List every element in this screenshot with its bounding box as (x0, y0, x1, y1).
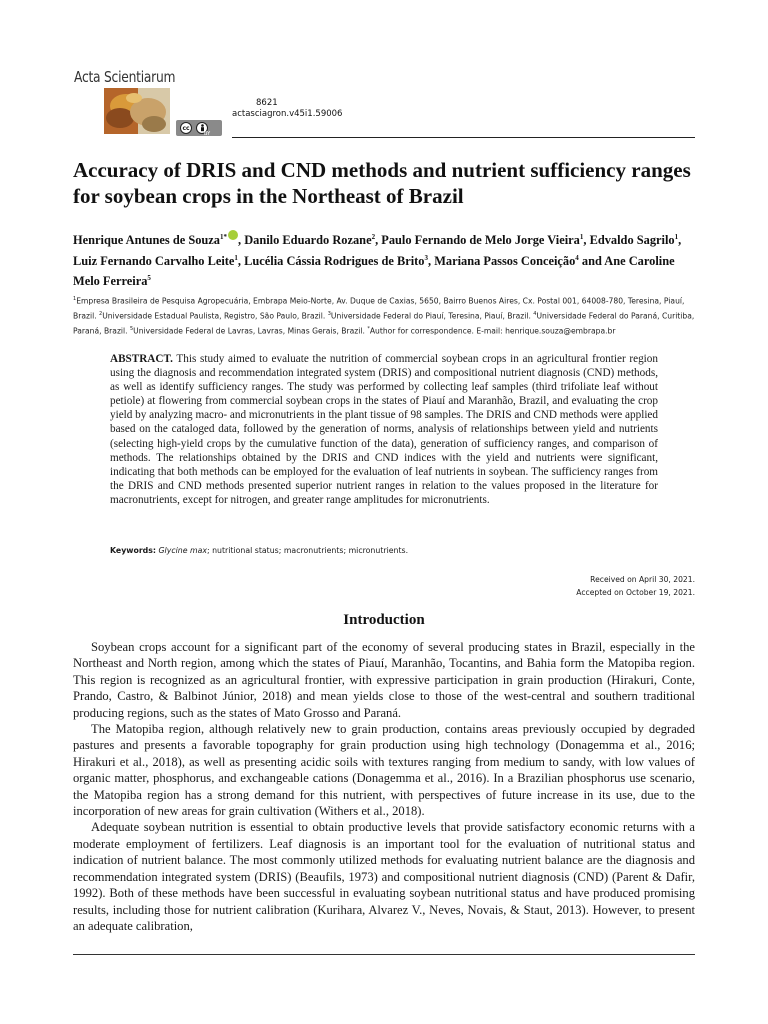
keyword-list: ; nutritional status; macronutrients; micronutrients. (207, 546, 409, 555)
article-number: 8621 (256, 98, 278, 108)
author-affiliation-mark: 5 (147, 274, 151, 283)
affiliation-mark: 3 (327, 310, 331, 317)
journal-logo (104, 88, 170, 134)
author-affiliation-mark: 1* (220, 233, 227, 241)
cc-icon: cc (180, 122, 192, 134)
accepted-date: Accepted on October 19, 2021. (576, 588, 695, 597)
author-list: Henrique Antunes de Souza$^{1*}$ , Danilo Eduardo Rozane$^2$, Paulo Fernando de Melo Jorge Vieira$^1$, Edvaldo Sagrilo$^1$, Luiz Fernando Carvalho Leite$^1$, Lucélia Cássia Rodrigues de Brito$^3$, Mariana Passos Conceição$^4$ and Ane Caroline Melo Ferreira$^5$ (73, 229, 698, 291)
affiliation-mark: 4 (533, 310, 537, 317)
affiliations (73, 293, 695, 338)
affiliation-mark: 2 (99, 310, 103, 317)
affiliation-text: Universidade Federal do Paraná, Curitiba, Paraná, Brazil. (73, 311, 695, 336)
cc-by-label: BY (204, 131, 211, 137)
author-affiliation-mark: 1 (579, 233, 584, 241)
affiliation-text: Author for correspondence. E-mail: henrique.souza@embrapa.br (369, 326, 616, 336)
abstract (110, 352, 658, 507)
abstract-label: ABSTRACT. (110, 353, 173, 365)
affiliation-text: Universidade Federal do Piauí, Teresina, Piauí, Brazil. (330, 311, 534, 321)
abstract-text: This study aimed to evaluate the nutrition of commercial soybean crops in an agricultural frontier region using the diagnosis and recommendation integrated system (DRIS) and compositional nutrient diagnosis (CND) methods, as well as identify sufficiency ranges. The study was performed by collecting leaf samples (third trifoliate leaf without petiole) at flowering from commercial soybean crops in the states of Piauí and Maranhão, Brazil, and evaluating the crop yield by analyzing macro- and micronutrients in the plant tissue of 98 samples. The DRIS and CND methods were applied based on the cataloged data, followed by the generation of norms, analysis of relationships between yield and nutrients (selecting high-yield crops by the cumulative function of the data), generation of sufficiency ranges, and comparison of methods. The relationships obtained by the DRIS and CND indices with the yield and nutrients were significant, indicating that both methods can be employed for the evaluation of leaf nutrients in soybean. The sufficiency ranges from the DRIS and CND methods presented superior nutrient ranges in relation to the values proposed in the literature for macronutrients, except for nitrogen, and greater range amplitudes for micronutrients. (110, 353, 658, 506)
keyword-species: Glycine max (158, 546, 207, 555)
affiliation-mark: 1 (73, 296, 77, 302)
article-title: Accuracy of DRIS and CND methods and nutrient sufficiency ranges for soybean crops in the Northeast of Brazil (73, 158, 691, 208)
affiliation-mark: * (367, 325, 370, 332)
body-text (73, 639, 695, 934)
affiliation-mark: 5 (129, 325, 134, 332)
doi-link[interactable]: actasciagron.v45i1.59006 (232, 109, 343, 119)
orcid-icon[interactable] (228, 230, 238, 240)
author-name: Henrique Antunes de Souza (73, 233, 220, 248)
affiliation-text: Universidade Estadual Paulista, Registro, São Paulo, Brazil. (102, 311, 328, 321)
author-affiliation-mark: 1 (234, 253, 238, 262)
keywords (110, 546, 658, 555)
author-name: Luiz Fernando Carvalho Leite (73, 253, 235, 268)
journal-name: Acta Scientiarum (74, 68, 176, 86)
submission-dates (576, 573, 695, 599)
affiliation-text: Universidade Federal de Lavras, Lavras, Minas Gerais, Brazil. (133, 326, 368, 336)
author-name: Lucélia Cássia Rodrigues de Brito (244, 253, 425, 268)
footer-divider (73, 954, 695, 955)
author-name: Mariana Passos Conceição (434, 253, 576, 268)
author-affiliation-mark: 3 (424, 253, 428, 262)
received-date: Received on April 30, 2021. (590, 575, 695, 584)
author-affiliation-mark: 4 (575, 253, 579, 262)
author-name: Ane Caroline Melo Ferreira (73, 253, 675, 289)
section-heading: Introduction (343, 612, 425, 628)
author-name: Danilo Eduardo Rozane (244, 233, 372, 248)
affiliation-text: Empresa Brasileira de Pesquisa Agropecuária, Embrapa Meio-Norte, Av. Duque de Caxias, 5650, Bairro Buenos Aires, Cx. Postal 001, 64008-780, Teresina, Piauí, Brazil. (73, 296, 685, 321)
author-name: Edvaldo Sagrilo (589, 233, 675, 248)
cc-by-license-badge[interactable] (176, 120, 222, 136)
author-name: Paulo Fernando de Melo Jorge Vieira (381, 233, 580, 248)
author-affiliation-mark: 1 (674, 233, 679, 241)
keywords-label: Keywords: (110, 546, 157, 555)
header-divider (232, 137, 695, 138)
paragraph: Soybean crops account for a significant part of the economy of several producing states in Brazil, especially in the Northeast and North region, among which the states of Piauí, Maranhão, Tocantins, and Bahia form the Matopiba region. This region is recognized as an agricultural frontier, with expressive participation in grain production (Hirakuri, Conte, Prando, Castro, & Balbinot Júnior, 2018) and mean yields close to those of the west-central and southern traditional producing regions, such as the states of Mato Grosso and Paraná. (73, 640, 695, 720)
author-affiliation-mark: 2 (371, 233, 376, 241)
paragraph: Adequate soybean nutrition is essential to obtain productive levels that provide satisfactory economic returns with a moderate employment of fertilizers. Leaf diagnosis is an important tool for the evaluation of nutritional status and indication of nutrient balance. The most commonly utilized methods for evaluating nutrient balance are the diagnosis and recommendation integrated system (DRIS) (Beaufils, 1973) and compositional nutrient diagnosis (CND) (Parent & Dafir, 1992). Both of these methods have been successful in evaluating soybean nutritional status and have produced promising results, including those for nutrient calibration (Kurihara, Alvarez V., Neves, Novais, & Staut, 2013). However, to present an adequate calibration, (73, 820, 695, 933)
paragraph: The Matopiba region, although relatively new to grain production, contains areas previously occupied by degraded pastures and presents a favorable topography for grain production using high technology (Donagemma et al., 2016; Hirakuri et al., 2018), as well as presenting acidic soils with textures ranging from medium to sandy, with low values of organic matter, phosphorus, and exchangeable cations (Donagemma et al., 2016). In a Brazilian phosphorus use scenario, the Matopiba region has a strong demand for this nutrient, with perspectives of future increase in its use, due to the incorporation of new areas for grain cultivation (Withers et al., 2018). (73, 722, 695, 819)
